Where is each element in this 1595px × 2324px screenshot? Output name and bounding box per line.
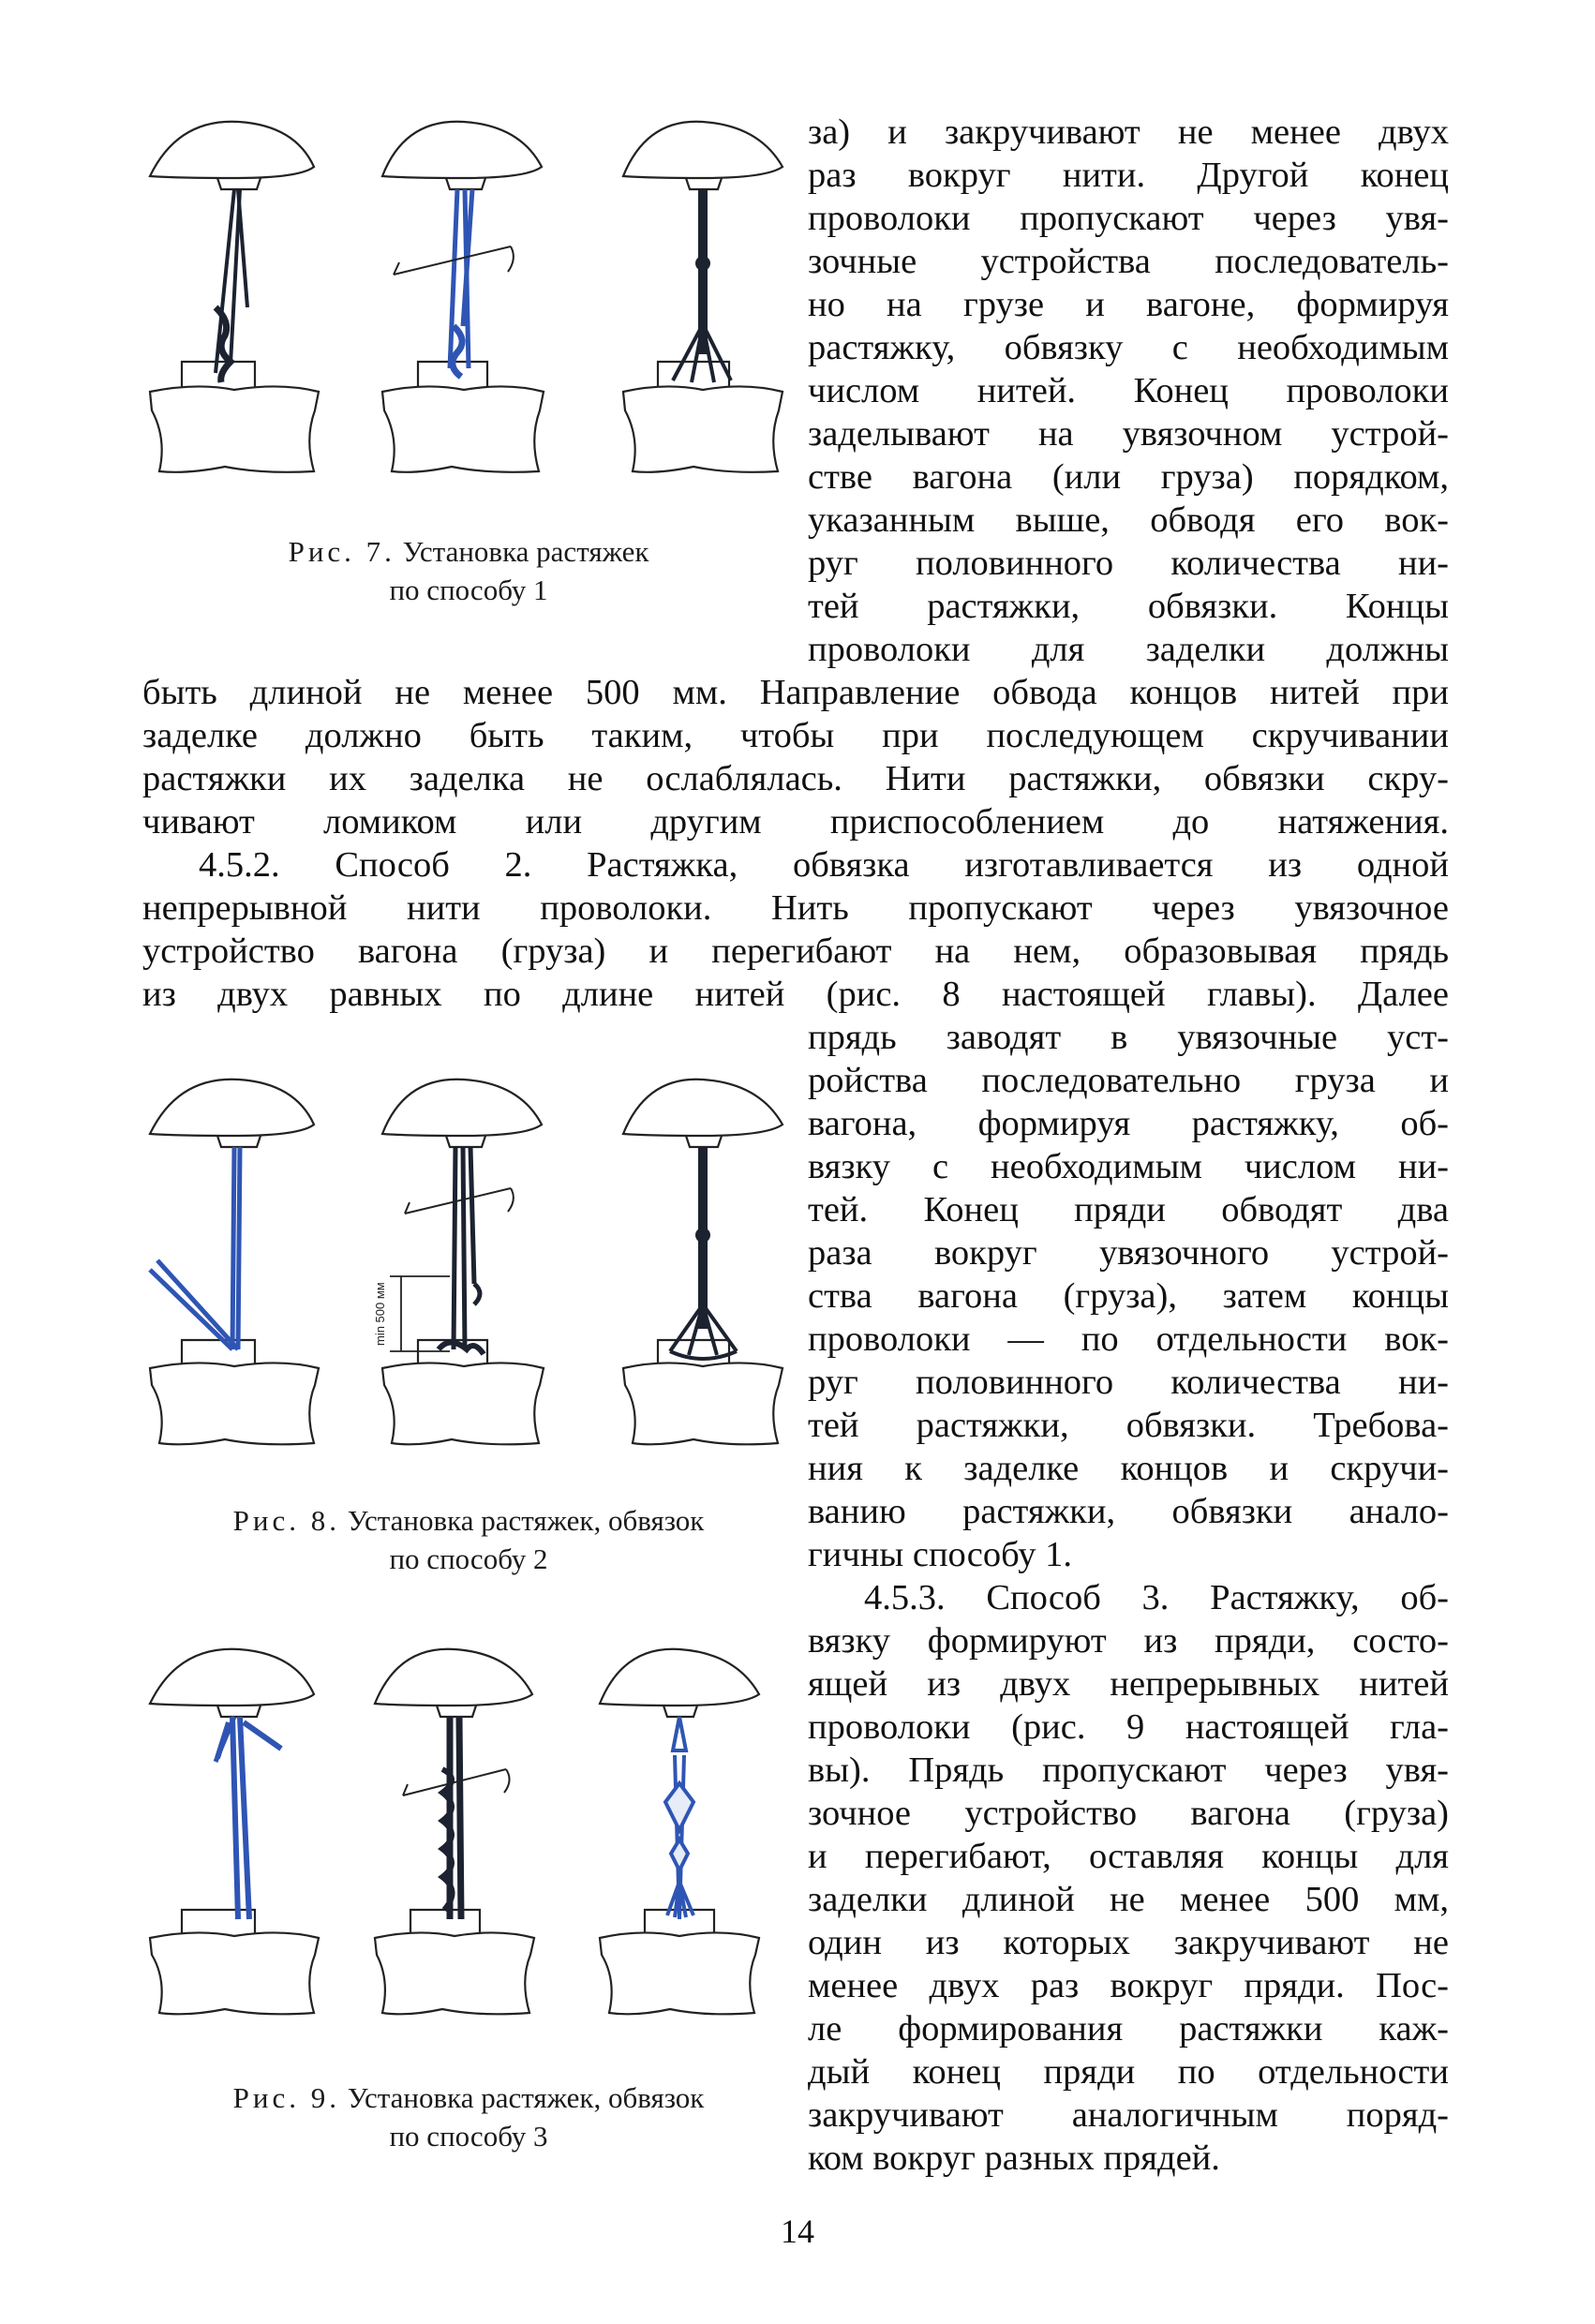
anchor-cap — [150, 122, 314, 178]
wagon-body — [382, 386, 544, 471]
wire-twisted — [442, 1717, 461, 1919]
body-text-line: руг половинного количества ни- — [808, 1363, 1449, 1402]
anchor-cap — [375, 1649, 532, 1706]
anchor-cap — [382, 122, 542, 178]
anchor-bracket — [446, 1136, 485, 1147]
anchor-cap — [623, 1080, 783, 1136]
wagon-body — [375, 1932, 534, 2014]
figure-9 — [141, 1638, 797, 2153]
anchor-bracket — [446, 178, 485, 189]
body-text-line: ле формирования растяжки каж- — [808, 2009, 1449, 2048]
wire-twisted — [450, 189, 472, 377]
wagon-body — [150, 1932, 319, 2014]
caption-text: Установка растяжек, обвязок — [347, 1504, 705, 1537]
body-text-line: быть длиной не менее 500 мм. Направление обвода концов нитей при — [142, 673, 1449, 712]
figure-8 — [141, 1068, 797, 1575]
body-text-line: вязку формируют из пряди, состо- — [808, 1621, 1449, 1661]
body-text-line: раза вокруг увязочного устрой- — [808, 1233, 1449, 1273]
figure-9-caption — [159, 2078, 778, 2155]
body-text-line: растяжки их заделка не ослаблялась. Нити растяжки, обвязки скру- — [142, 759, 1449, 798]
caption-text: по способу 1 — [389, 574, 548, 606]
caption-prefix: Рис. 9. — [232, 2081, 340, 2114]
wagon-body — [623, 386, 783, 471]
body-text-line: стве вагона (или груза) порядком, — [808, 457, 1449, 497]
body-text-line: ящей из двух непрерывных нитей — [808, 1664, 1449, 1704]
body-text-line: тей. Конец пряди обводят два — [808, 1190, 1449, 1229]
wire-bundle — [670, 1147, 737, 1359]
body-text-line: закручивают аналогичным поряд- — [808, 2095, 1449, 2135]
twist-arrow-icon — [403, 1769, 510, 1795]
figure-8-drawing — [141, 1068, 797, 1462]
body-text-line: проволоки — по отдельности вок- — [808, 1319, 1449, 1359]
body-text-line: устройство вагона (груза) и перегибают на нем, образовывая прядь — [142, 931, 1449, 971]
body-text-line: вязку с необходимым числом ни- — [808, 1147, 1449, 1186]
wagon-body — [150, 386, 319, 471]
anchor-bracket — [663, 1706, 697, 1717]
body-text-line: непрерывной нити проволоки. Нить пропускают через увязочное — [142, 888, 1449, 928]
body-text-line: и перегибают, оставляя концы для — [808, 1837, 1449, 1876]
anchor-bracket — [686, 1136, 722, 1147]
body-text-line: вагона, формируя растяжку, об- — [808, 1104, 1449, 1143]
wagon-body — [623, 1363, 783, 1444]
anchor-cap — [150, 1080, 314, 1136]
caption-text: по способу 2 — [389, 1542, 548, 1575]
caption-text: Установка растяжек, обвязок — [347, 2081, 705, 2114]
body-text-line: ком вокруг разных прядей. — [808, 2138, 1220, 2178]
anchor-cap — [382, 1080, 542, 1136]
page-number: 14 — [781, 2212, 814, 2250]
body-text-line: проволоки пропускают через увя- — [808, 199, 1449, 238]
wire-twisted — [216, 189, 247, 382]
body-text-line: указанным выше, обводя его вок- — [808, 500, 1449, 540]
body-text-line: чивают ломиком или другим приспособлением до натяжения. — [142, 802, 1449, 842]
body-text-line: зочное устройство вагона (груза) — [808, 1794, 1449, 1833]
body-text-line: тей растяжки, обвязки. Концы — [808, 587, 1449, 626]
figure-7-drawing — [141, 111, 797, 504]
anchor-cap — [600, 1649, 759, 1706]
body-text-line: ройства последовательно груза и — [808, 1061, 1449, 1100]
wire-loop — [216, 1717, 281, 1919]
anchor-cap — [150, 1649, 314, 1706]
anchor-bracket — [686, 178, 722, 189]
body-text-line: дый конец пряди по отдельности — [808, 2052, 1449, 2092]
anchor-bracket — [217, 1136, 261, 1147]
wagon-body — [600, 1932, 759, 2014]
body-text-line: проволоки (рис. 9 настоящей гла- — [808, 1707, 1449, 1747]
body-text-line: проволоки для заделки должны — [808, 630, 1449, 669]
body-text-line: из двух равных по длине нитей (рис. 8 настоящей главы). Далее — [142, 975, 1449, 1014]
body-text-line: один из которых закручивают не — [808, 1923, 1449, 1962]
anchor-bracket — [217, 178, 261, 189]
caption-prefix: Рис. 8. — [232, 1504, 340, 1537]
twist-arrow-icon — [405, 1188, 514, 1214]
figure-7 — [141, 111, 797, 606]
figure-9-drawing — [141, 1638, 797, 2032]
body-text-line: заделывают на увязочном устрой- — [808, 414, 1449, 454]
figure-8-caption — [159, 1501, 778, 1578]
body-text-line: заделке должно быть таким, чтобы при последующем скручивании — [142, 716, 1449, 755]
dimension-label: min 500 мм — [373, 1282, 387, 1346]
body-text-line: вы). Прядь пропускают через увя- — [808, 1750, 1449, 1790]
anchor-bracket — [217, 1706, 261, 1717]
body-text-line: гичны способу 1. — [808, 1535, 1072, 1574]
body-text-line: ванию растяжки, обвязки анало- — [808, 1492, 1449, 1531]
body-text-line: числом нитей. Конец проволоки — [808, 371, 1449, 410]
wire-strand — [665, 1717, 693, 1919]
section-4-5-3-first-line: 4.5.3. Способ 3. Растяжку, об- — [864, 1578, 1449, 1617]
body-text-line: менее двух раз вокруг пряди. Пос- — [808, 1966, 1449, 2005]
anchor-bracket — [437, 1706, 476, 1717]
caption-text: Установка растяжек — [402, 535, 649, 568]
body-text-line: растяжку, обвязку с необходимым — [808, 328, 1449, 367]
body-text-line: но на грузе и вагоне, формируя — [808, 285, 1449, 324]
body-text-line: раз вокруг нити. Другой конец — [808, 156, 1449, 195]
caption-text: по способу 3 — [389, 2120, 548, 2153]
wagon-body — [382, 1363, 544, 1444]
body-text-line: ния к заделке концов и скручи- — [808, 1449, 1449, 1488]
figure-7-caption — [197, 532, 740, 609]
body-text-line: прядь заводят в увязочные уст- — [808, 1018, 1449, 1057]
body-text-line: заделки длиной не менее 500 мм, — [808, 1880, 1449, 1919]
wire-loop — [150, 1147, 240, 1349]
body-text-line: зочные устройства последователь- — [808, 242, 1449, 281]
body-text-line: руг половинного количества ни- — [808, 544, 1449, 583]
caption-prefix: Рис. 7. — [288, 535, 395, 568]
wire-bundle — [673, 189, 731, 382]
body-text-line: тей растяжки, обвязки. Требова- — [808, 1406, 1449, 1445]
section-4-5-2-first-line: 4.5.2. Способ 2. Растяжка, обвязка изготавливается из одной — [199, 845, 1449, 885]
body-text-line: ства вагона (груза), затем концы — [808, 1276, 1449, 1316]
wire-twisted — [439, 1147, 484, 1354]
body-text-line: за) и закручивают не менее двух — [808, 112, 1449, 152]
wagon-body — [150, 1363, 319, 1444]
anchor-cap — [623, 122, 783, 178]
